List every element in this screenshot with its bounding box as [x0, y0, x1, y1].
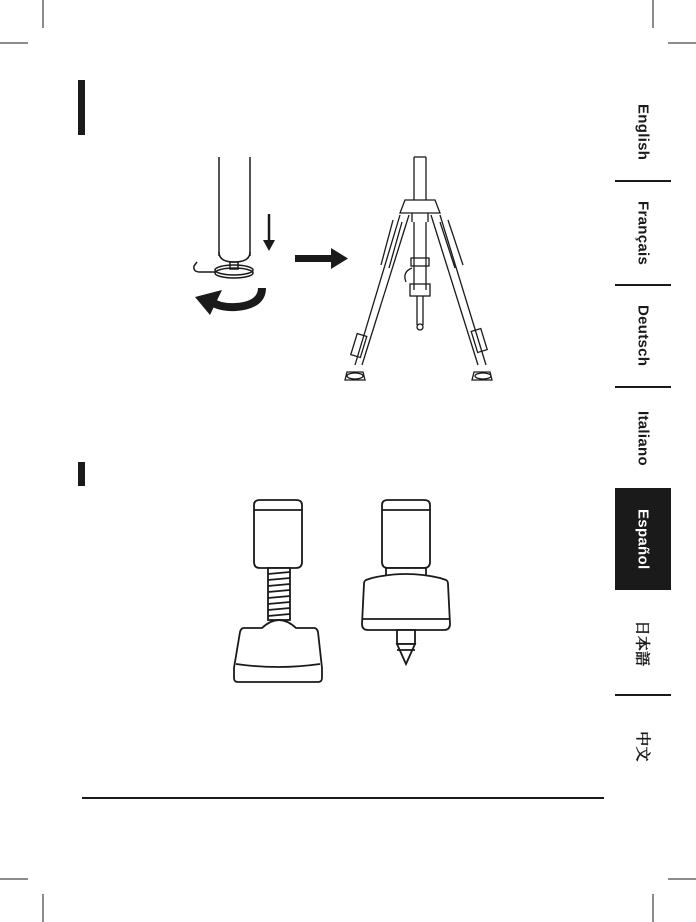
tab-english[interactable] — [615, 84, 671, 180]
tab-deutsch-label: Deutsch — [634, 305, 652, 367]
tab-espanol[interactable] — [615, 488, 671, 590]
tab-francais[interactable] — [615, 182, 671, 284]
tab-francais-label: Français — [634, 200, 652, 266]
tab-italiano[interactable] — [615, 388, 671, 488]
tab-espanol-label: Español — [634, 508, 652, 570]
tab-deutsch[interactable] — [615, 286, 671, 386]
tab-japanese-label: 日本語 — [633, 620, 651, 666]
tab-italiano-label: Italiano — [634, 410, 652, 466]
tab-chinese[interactable] — [615, 696, 671, 796]
tab-chinese-label: 中文 — [633, 730, 651, 762]
tab-japanese[interactable] — [615, 592, 671, 694]
tab-english-label: English — [634, 103, 652, 161]
